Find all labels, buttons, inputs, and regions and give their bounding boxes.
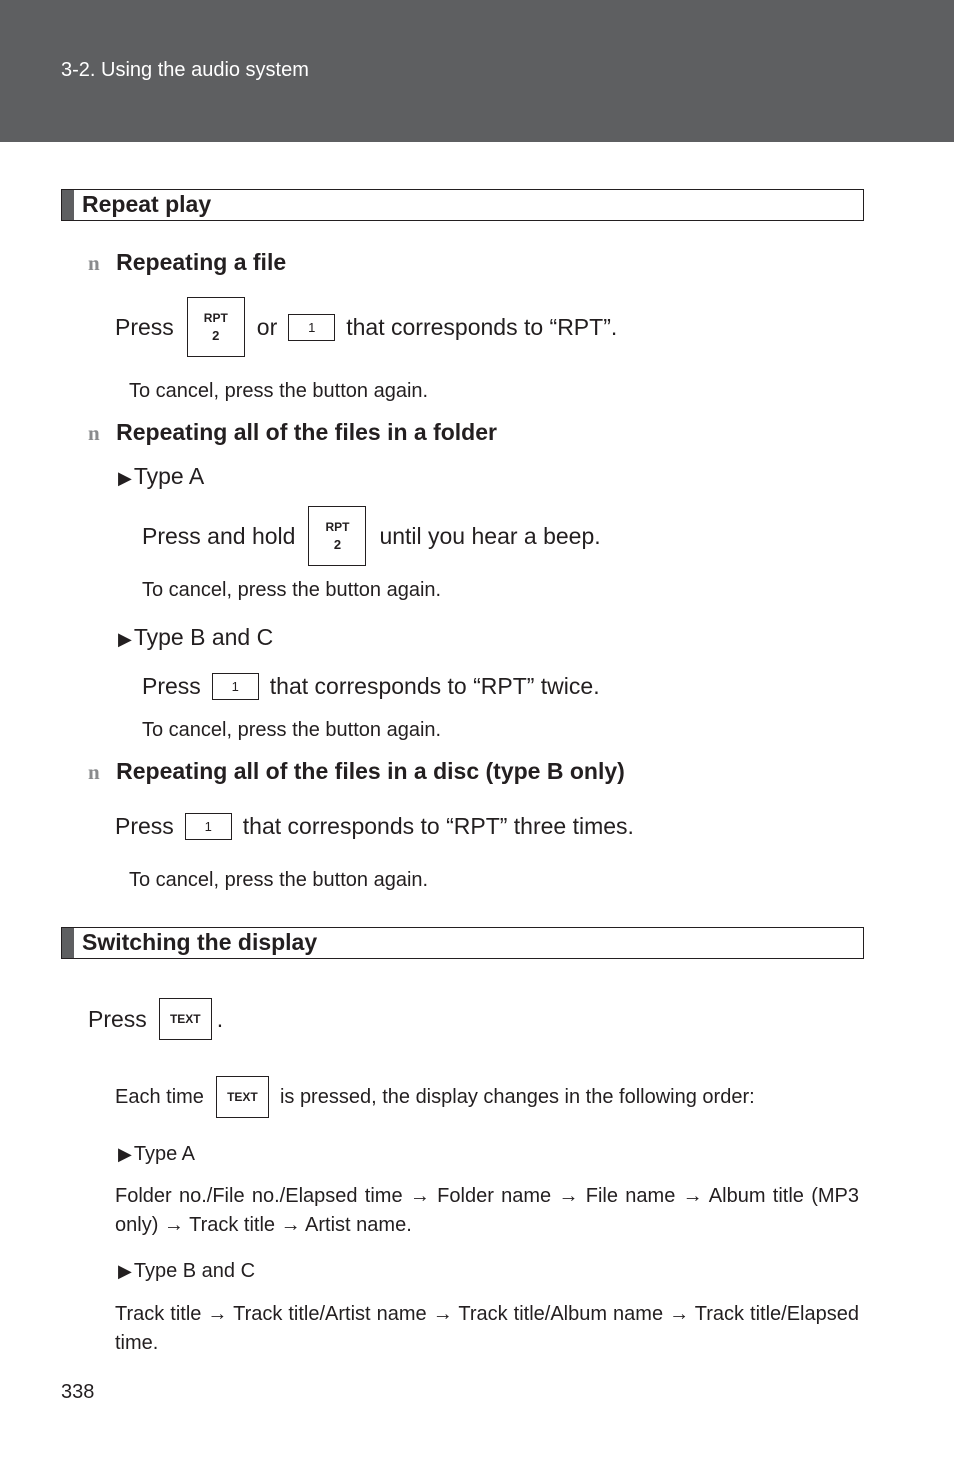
key-label: RPT (203, 311, 228, 325)
instruction-press-text (88, 998, 223, 1040)
instruction-text: that corresponds to “RPT” three times. (242, 812, 634, 839)
key-label: 1 (308, 319, 316, 335)
key-label: RPT (325, 520, 350, 534)
bullet-icon: n (88, 421, 100, 445)
triangle-icon: ▶ (118, 468, 132, 488)
section-heading-switching-display (61, 927, 864, 959)
note-text: is pressed, the display changes in the following order: (279, 1085, 755, 1108)
triangle-icon: ▶ (118, 1261, 132, 1281)
instruction-text: Press (115, 313, 174, 340)
triangle-icon: ▶ (118, 629, 132, 649)
section-marker (62, 190, 74, 220)
type-a-label (118, 1143, 195, 1166)
breadcrumb: 3-2. Using the audio system (61, 59, 309, 81)
key-number: 2 (333, 537, 342, 552)
instruction-text: Press and hold (142, 522, 296, 549)
type-label-text: Type A (133, 463, 205, 489)
instruction-press-hold (142, 505, 601, 567)
instruction-text: that corresponds to “RPT”. (346, 313, 618, 340)
subheading-repeat-folder (88, 419, 497, 446)
bullet-icon: n (88, 251, 100, 275)
text-button-icon (216, 1076, 269, 1118)
type-label-text: Type B and C (133, 1260, 256, 1282)
subheading-repeat-file (88, 249, 286, 276)
instruction-repeat-file (115, 296, 617, 358)
text-button-icon (159, 998, 212, 1040)
key-label: TEXT (169, 1012, 201, 1026)
key-label: TEXT (227, 1090, 258, 1104)
subheading-text: Repeating all of the files in a disc (type B only) (116, 758, 625, 784)
button-1-icon (288, 314, 335, 341)
bullet-icon: n (88, 760, 100, 784)
type-a-display-order: Folder no./File no./Elapsed time → Folder name → File name → Album title (MP3 only) → Track title → Artist name. (115, 1185, 859, 1236)
button-1-icon (212, 673, 259, 700)
section-title: Repeat play (82, 191, 212, 217)
instruction-text: Press (142, 672, 201, 699)
type-label-text: Type B and C (133, 624, 274, 650)
triangle-icon: ▶ (118, 1144, 132, 1164)
note-each-time (115, 1076, 755, 1118)
page-number: 338 (61, 1381, 95, 1403)
key-number: 2 (212, 328, 220, 343)
note-cancel: To cancel, press the button again. (142, 579, 442, 601)
instruction-text: or (256, 313, 278, 340)
instruction-text: Press (88, 1005, 147, 1032)
key-label: 1 (231, 678, 239, 694)
instruction-text: Press (115, 812, 174, 839)
type-label-text: Type A (133, 1143, 195, 1165)
note-cancel: To cancel, press the button again. (129, 380, 429, 402)
button-1-icon (185, 813, 232, 840)
type-bc-label (118, 1260, 255, 1283)
subheading-text: Repeating all of the files in a folder (116, 419, 497, 445)
instruction-press-twice (142, 671, 600, 701)
subheading-repeat-disc (88, 758, 625, 785)
note-cancel: To cancel, press the button again. (142, 719, 442, 741)
key-label: 1 (204, 818, 212, 834)
section-title: Switching the display (82, 929, 318, 955)
section-marker (62, 928, 74, 958)
type-bc-display-order: Track title → Track title/Artist name → Track title/Album name → Track title/Elapsed time. (115, 1303, 859, 1354)
subheading-text: Repeating a file (116, 249, 287, 275)
rpt-2-button-icon (308, 506, 366, 566)
instruction-text: . (216, 1005, 224, 1032)
instruction-text: that corresponds to “RPT” twice. (269, 672, 600, 699)
type-a-label (118, 463, 204, 490)
note-text: Each time (115, 1085, 204, 1108)
instruction-text: until you hear a beep. (379, 522, 601, 549)
type-bc-label (118, 624, 273, 651)
instruction-press-three (115, 811, 634, 841)
rpt-2-button-icon (187, 297, 245, 357)
section-heading-repeat-play (61, 189, 864, 221)
note-cancel: To cancel, press the button again. (129, 869, 429, 891)
